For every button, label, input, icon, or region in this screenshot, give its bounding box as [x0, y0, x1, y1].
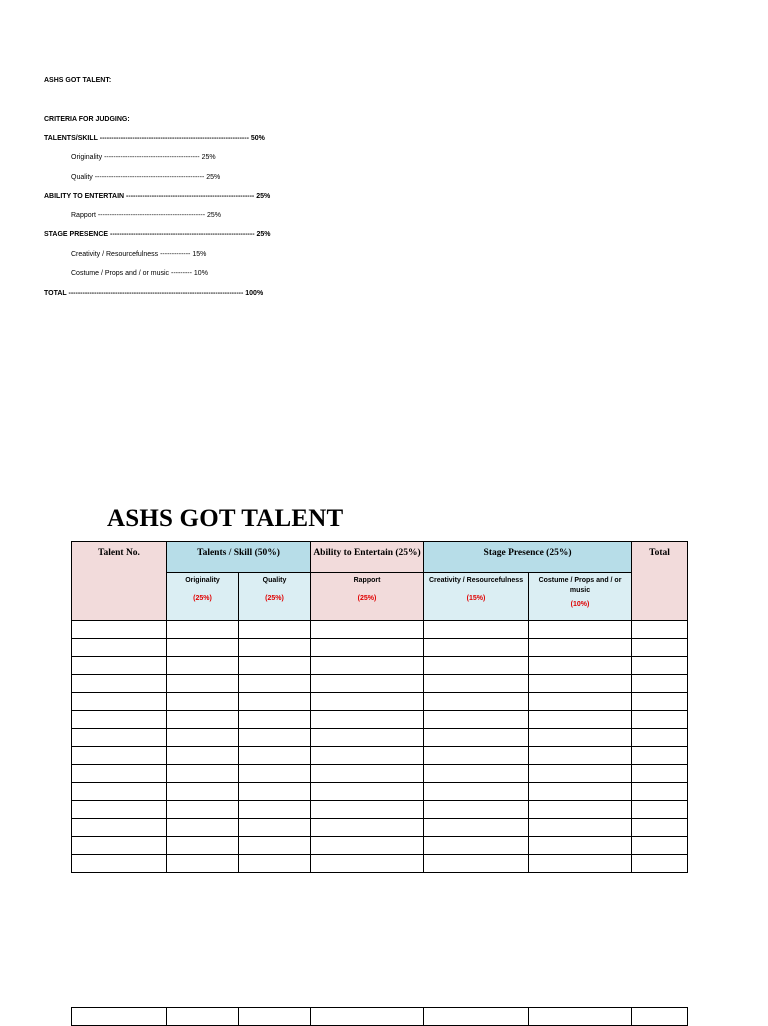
- score-cell[interactable]: [167, 711, 239, 729]
- subheader-costume: [529, 573, 632, 621]
- header-talents-skill: Talents / Skill (50%): [167, 542, 311, 573]
- criteria-quality: Quality ----------------------------------------------- 25%: [71, 174, 221, 181]
- score-cell[interactable]: [529, 747, 632, 765]
- score-cell[interactable]: [239, 693, 311, 711]
- cell[interactable]: [239, 1008, 311, 1026]
- score-cell[interactable]: [167, 657, 239, 675]
- score-cell[interactable]: [311, 711, 424, 729]
- score-cell[interactable]: [632, 801, 688, 819]
- score-cell[interactable]: [167, 729, 239, 747]
- score-cell[interactable]: [72, 711, 167, 729]
- score-cell[interactable]: [72, 657, 167, 675]
- creativity-pct: (15%): [466, 595, 486, 602]
- table-row: [72, 657, 688, 675]
- header-talent-no: Talent No.: [72, 542, 167, 621]
- score-cell[interactable]: [311, 657, 424, 675]
- creativity-label: Creativity / Resourcefulness: [428, 577, 524, 584]
- score-cell[interactable]: [72, 729, 167, 747]
- score-cell[interactable]: [72, 639, 167, 657]
- score-cell[interactable]: [424, 783, 529, 801]
- header-ability: Ability to Entertain (25%): [311, 542, 424, 573]
- score-cell[interactable]: [72, 675, 167, 693]
- score-cell[interactable]: [632, 675, 688, 693]
- score-cell[interactable]: [529, 711, 632, 729]
- score-cell[interactable]: [239, 639, 311, 657]
- score-cell[interactable]: [167, 819, 239, 837]
- score-cell[interactable]: [632, 783, 688, 801]
- score-cell[interactable]: [424, 675, 529, 693]
- score-cell[interactable]: [167, 693, 239, 711]
- criteria-stage-presence: STAGE PRESENCE -------------------------------------------------------------- 25%: [44, 231, 271, 238]
- score-cell[interactable]: [632, 639, 688, 657]
- criteria-rapport: Rapport ---------------------------------------------- 25%: [71, 212, 222, 219]
- originality-label: Originality: [185, 577, 220, 584]
- score-cell[interactable]: [424, 855, 529, 873]
- table-row: [72, 675, 688, 693]
- table-row: [72, 855, 688, 873]
- score-rows: [72, 621, 688, 873]
- score-cell[interactable]: [311, 639, 424, 657]
- rapport-label: Rapport: [353, 577, 381, 584]
- score-cell[interactable]: [424, 729, 529, 747]
- score-cell[interactable]: [72, 819, 167, 837]
- score-cell[interactable]: [424, 693, 529, 711]
- score-cell[interactable]: [311, 801, 424, 819]
- score-cell[interactable]: [239, 621, 311, 639]
- score-cell[interactable]: [72, 693, 167, 711]
- score-cell[interactable]: [311, 693, 424, 711]
- score-cell[interactable]: [632, 819, 688, 837]
- scoresheet-title: ASHS GOT TALENT: [107, 505, 344, 532]
- score-cell[interactable]: [72, 765, 167, 783]
- score-cell[interactable]: [632, 765, 688, 783]
- table-row: [72, 837, 688, 855]
- criteria-costume: Costume / Props and / or music --------- 10%: [71, 270, 208, 277]
- criteria-total: TOTAL --------------------------------------------------------------------------- 100%: [44, 290, 264, 297]
- score-cell[interactable]: [72, 855, 167, 873]
- table-row: [72, 801, 688, 819]
- score-cell[interactable]: [632, 837, 688, 855]
- score-cell[interactable]: [424, 837, 529, 855]
- score-cell[interactable]: [529, 657, 632, 675]
- score-cell[interactable]: [72, 837, 167, 855]
- table-row: [72, 783, 688, 801]
- table-row: [72, 819, 688, 837]
- cell[interactable]: [424, 1008, 529, 1026]
- criteria-ability: ABILITY TO ENTERTAIN ------------------------------------------------------- 25%: [44, 193, 271, 200]
- score-cell[interactable]: [167, 621, 239, 639]
- score-cell[interactable]: [529, 819, 632, 837]
- score-cell[interactable]: [632, 855, 688, 873]
- score-cell[interactable]: [424, 819, 529, 837]
- score-cell[interactable]: [529, 765, 632, 783]
- score-cell[interactable]: [167, 801, 239, 819]
- score-cell[interactable]: [239, 729, 311, 747]
- score-cell[interactable]: [632, 693, 688, 711]
- score-cell[interactable]: [424, 621, 529, 639]
- score-cell[interactable]: [529, 837, 632, 855]
- criteria-creativity: Creativity / Resourcefulness ------------- 15%: [71, 251, 207, 258]
- score-cell[interactable]: [529, 621, 632, 639]
- score-cell[interactable]: [424, 801, 529, 819]
- score-cell[interactable]: [72, 621, 167, 639]
- score-cell[interactable]: [529, 855, 632, 873]
- score-cell[interactable]: [239, 837, 311, 855]
- score-cell[interactable]: [72, 747, 167, 765]
- cell[interactable]: [311, 1008, 424, 1026]
- score-cell[interactable]: [311, 675, 424, 693]
- rapport-pct: (25%): [357, 595, 377, 602]
- score-cell[interactable]: [239, 747, 311, 765]
- score-cell[interactable]: [167, 747, 239, 765]
- score-cell[interactable]: [167, 639, 239, 657]
- score-cell[interactable]: [529, 675, 632, 693]
- score-cell[interactable]: [239, 855, 311, 873]
- originality-pct: (25%): [193, 595, 212, 602]
- score-cell[interactable]: [311, 855, 424, 873]
- score-cell[interactable]: [311, 747, 424, 765]
- score-cell[interactable]: [632, 729, 688, 747]
- subheader-originality: [167, 573, 239, 621]
- score-cell[interactable]: [167, 783, 239, 801]
- costume-pct: (10%): [570, 601, 590, 608]
- criteria-heading: ASHS GOT TALENT:: [44, 77, 112, 84]
- cell[interactable]: [529, 1008, 632, 1026]
- score-cell[interactable]: [167, 675, 239, 693]
- score-table: [71, 541, 688, 873]
- score-cell[interactable]: [311, 837, 424, 855]
- score-cell[interactable]: [311, 765, 424, 783]
- table-row: [72, 711, 688, 729]
- table-row: [72, 693, 688, 711]
- score-cell[interactable]: [424, 765, 529, 783]
- table-row: [72, 765, 688, 783]
- score-cell[interactable]: [239, 801, 311, 819]
- header-stage-presence: Stage Presence (25%): [424, 542, 632, 573]
- score-cell[interactable]: [529, 639, 632, 657]
- score-cell[interactable]: [424, 711, 529, 729]
- score-cell[interactable]: [239, 783, 311, 801]
- score-cell[interactable]: [167, 855, 239, 873]
- score-cell[interactable]: [239, 765, 311, 783]
- header-total: Total: [632, 542, 688, 621]
- score-cell[interactable]: [632, 747, 688, 765]
- score-cell[interactable]: [311, 621, 424, 639]
- subheader-rapport: [311, 573, 424, 621]
- table-row: [72, 747, 688, 765]
- score-cell[interactable]: [424, 747, 529, 765]
- score-cell[interactable]: [239, 657, 311, 675]
- score-cell[interactable]: [72, 783, 167, 801]
- quality-pct: (25%): [265, 595, 284, 602]
- table-row: [72, 621, 688, 639]
- criteria-talents-skill: TALENTS/SKILL ---------------------------------------------------------------- 50%: [44, 135, 265, 142]
- score-cell[interactable]: [311, 729, 424, 747]
- score-cell[interactable]: [72, 801, 167, 819]
- score-cell[interactable]: [529, 729, 632, 747]
- score-cell[interactable]: [424, 657, 529, 675]
- score-cell[interactable]: [632, 657, 688, 675]
- score-cell[interactable]: [311, 783, 424, 801]
- score-cell[interactable]: [239, 675, 311, 693]
- cell[interactable]: [167, 1008, 239, 1026]
- score-cell[interactable]: [311, 819, 424, 837]
- criteria-originality: Originality ----------------------------------------- 25%: [71, 154, 216, 161]
- score-table-continued: [71, 1007, 688, 1026]
- score-cell[interactable]: [632, 711, 688, 729]
- criteria-subheading: CRITERIA FOR JUDGING:: [44, 116, 130, 123]
- score-cell[interactable]: [529, 801, 632, 819]
- score-cell[interactable]: [529, 783, 632, 801]
- costume-label: Costume / Props and / or music: [538, 577, 622, 594]
- cell[interactable]: [632, 1008, 688, 1026]
- quality-label: Quality: [262, 577, 287, 584]
- score-cell[interactable]: [529, 693, 632, 711]
- table-row: [72, 639, 688, 657]
- score-cell[interactable]: [167, 765, 239, 783]
- score-cell[interactable]: [239, 711, 311, 729]
- score-cell[interactable]: [239, 819, 311, 837]
- subheader-quality: [239, 573, 311, 621]
- cell[interactable]: [72, 1008, 167, 1026]
- score-cell[interactable]: [424, 639, 529, 657]
- score-cell[interactable]: [632, 621, 688, 639]
- table-row: [72, 729, 688, 747]
- score-cell[interactable]: [167, 837, 239, 855]
- subheader-creativity: [424, 573, 529, 621]
